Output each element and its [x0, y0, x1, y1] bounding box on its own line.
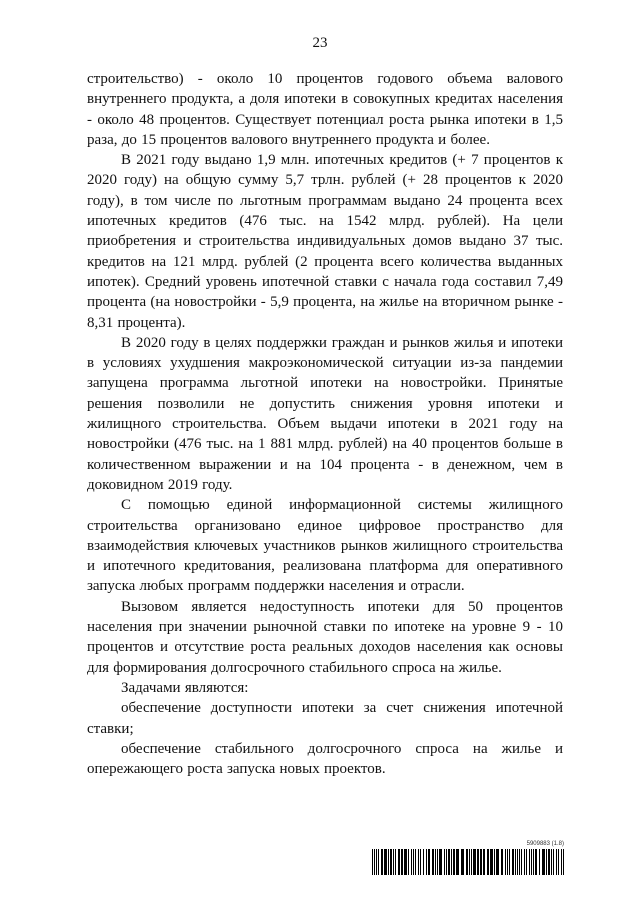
barcode-bar: [404, 849, 407, 875]
barcode-bar: [388, 849, 389, 875]
barcode-bar: [563, 849, 564, 875]
paragraph-tasks-heading: Задачами являются:: [121, 679, 249, 696]
barcode-bar: [546, 849, 547, 875]
barcode-bar: [413, 849, 414, 875]
barcode-bar: [473, 849, 476, 875]
barcode-bar: [494, 849, 495, 875]
barcode-bar: [490, 849, 493, 875]
barcode-bar: [461, 849, 464, 875]
barcode-bar: [526, 849, 527, 875]
barcode-bar: [496, 849, 499, 875]
barcode-bar: [535, 849, 537, 875]
barcode-bar: [390, 849, 392, 875]
barcode-bar: [451, 849, 452, 875]
barcode-bar: [469, 849, 470, 875]
barcode-bar: [519, 849, 520, 875]
barcode-bar: [408, 849, 409, 875]
barcode-bar: [426, 849, 427, 875]
barcode-bar: [512, 849, 514, 875]
barcode-bar: [393, 849, 394, 875]
barcode-bar: [556, 849, 557, 875]
barcode-bar: [448, 849, 450, 875]
barcode-bar: [477, 849, 479, 875]
paragraph-information-system: С помощью единой информационной системы жилищного строительства организовано единое цифровое пространство для взаимодействия ключевых участников рынков жилищного строительства и ипотечного кредитования, реализована платформа для оперативного запуска любых программ поддержки населения и отрасли.: [87, 497, 563, 595]
barcode-bar: [381, 849, 383, 875]
barcode-bar: [517, 849, 518, 875]
barcode-bar: [446, 849, 447, 875]
barcode-bar: [529, 849, 530, 875]
barcode-bar: [558, 849, 559, 875]
barcode-bar: [553, 849, 554, 875]
barcode-bar: [401, 849, 403, 875]
document-code: 5909883 (1.8): [526, 841, 564, 847]
barcode-bar: [372, 849, 373, 875]
barcode-bar: [531, 849, 532, 875]
barcode-bar: [398, 849, 400, 875]
barcode-bar: [435, 849, 436, 875]
barcode-bar: [480, 849, 482, 875]
barcode-bar: [521, 849, 522, 875]
barcode-bar: [456, 849, 459, 875]
barcode-bar: [420, 849, 421, 875]
paragraph-2020-preferential-program: В 2020 году в целях поддержки граждан и рынков жилья и ипотеки в условиях ухудшения макроэкономической ситуации из-за пандемии запущена программа льготной ипотеки на новостройки. Принятые решения позволили не допустить снижения уровня ипотеки и жилищного строительства. Объем выдачи ипотеки в 2021 году на новостройки (476 тыс. на 1 881 млрд. рублей) на 40 процентов больше в количественном выражении и на 104 процента - в денежном, чем в доковидном 2019 году.: [87, 334, 563, 493]
barcode-bar: [551, 849, 552, 875]
paragraph-2021-mortgage-stats: В 2021 году выдано 1,9 млн. ипотечных кредитов (+ 7 процентов к 2020 году) на общую сумму 5,7 трлн. рублей (+ 28 процентов к 2020 году), в том числе по льготным программам выдано 24 процента всех ипотечных кредитов (476 тыс. на 1542 млрд. рублей). На цели приобретения и строительства индивидуальных домов выдано 37 тыс. кредитов на 121 млрд. рублей (2 процента всего количества выданных ипотек). Средний уровень ипотечной ставки с начала года составил 7,49 процента (на новостройки - 5,9 процента, на жилье на вторичном рынке - 8,31 процента).: [87, 152, 563, 331]
barcode-bar: [501, 849, 503, 875]
barcode-bar: [395, 849, 396, 875]
barcode-bar: [471, 849, 472, 875]
barcode-bar: [415, 849, 416, 875]
body-text: [87, 69, 563, 779]
barcode-bar: [505, 849, 506, 875]
barcode-bar: [542, 849, 545, 875]
barcode-bar: [561, 849, 562, 875]
barcode-bar: [483, 849, 485, 875]
barcode-bar: [548, 849, 550, 875]
barcode-bar: [507, 849, 508, 875]
paragraph-task-rate-reduction: обеспечение доступности ипотеки за счет снижения ипотечной ставки;: [87, 700, 563, 737]
barcode-bar: [428, 849, 430, 875]
barcode-bar: [418, 849, 419, 875]
barcode-bar: [533, 849, 534, 875]
barcode-bar: [378, 849, 379, 875]
barcode-bar: [437, 849, 438, 875]
paragraph-challenge: Вызовом является недоступность ипотеки для 50 процентов населения при значении рыночной ставки по ипотеке на уровне 9 - 10 процентов и отсутствие роста реальных доходов населения как основы для формирования долгосрочного стабильного спроса на жилье.: [87, 598, 563, 676]
barcode-bar: [509, 849, 510, 875]
barcode-bar: [423, 849, 424, 875]
barcode-bar: [524, 849, 525, 875]
paragraph-market-potential: строительство) - около 10 процентов годового объема валового внутреннего продукта, а доля ипотеки в совокупных кредитах населения - около 48 процентов. Существует потенциал роста рынка ипотеки в 1,5 раза, до 15 процентов валового внутреннего продукта и более.: [87, 71, 563, 148]
barcode-bar: [487, 849, 489, 875]
barcode-bar: [376, 849, 377, 875]
barcode-bar: [411, 849, 412, 875]
barcode-bar: [453, 849, 455, 875]
barcode: [372, 849, 564, 875]
barcode-bar: [374, 849, 375, 875]
barcode-bar: [539, 849, 540, 875]
barcode-bar: [384, 849, 387, 875]
barcode-bar: [439, 849, 442, 875]
barcode-bar: [466, 849, 468, 875]
barcode-bar: [444, 849, 445, 875]
barcode-bar: [515, 849, 516, 875]
barcode-bar: [432, 849, 434, 875]
page-number: 23: [312, 35, 328, 51]
paragraph-task-stable-demand: обеспечение стабильного долгосрочного спроса на жилье и опережающего роста запуска новых проектов.: [87, 740, 563, 778]
